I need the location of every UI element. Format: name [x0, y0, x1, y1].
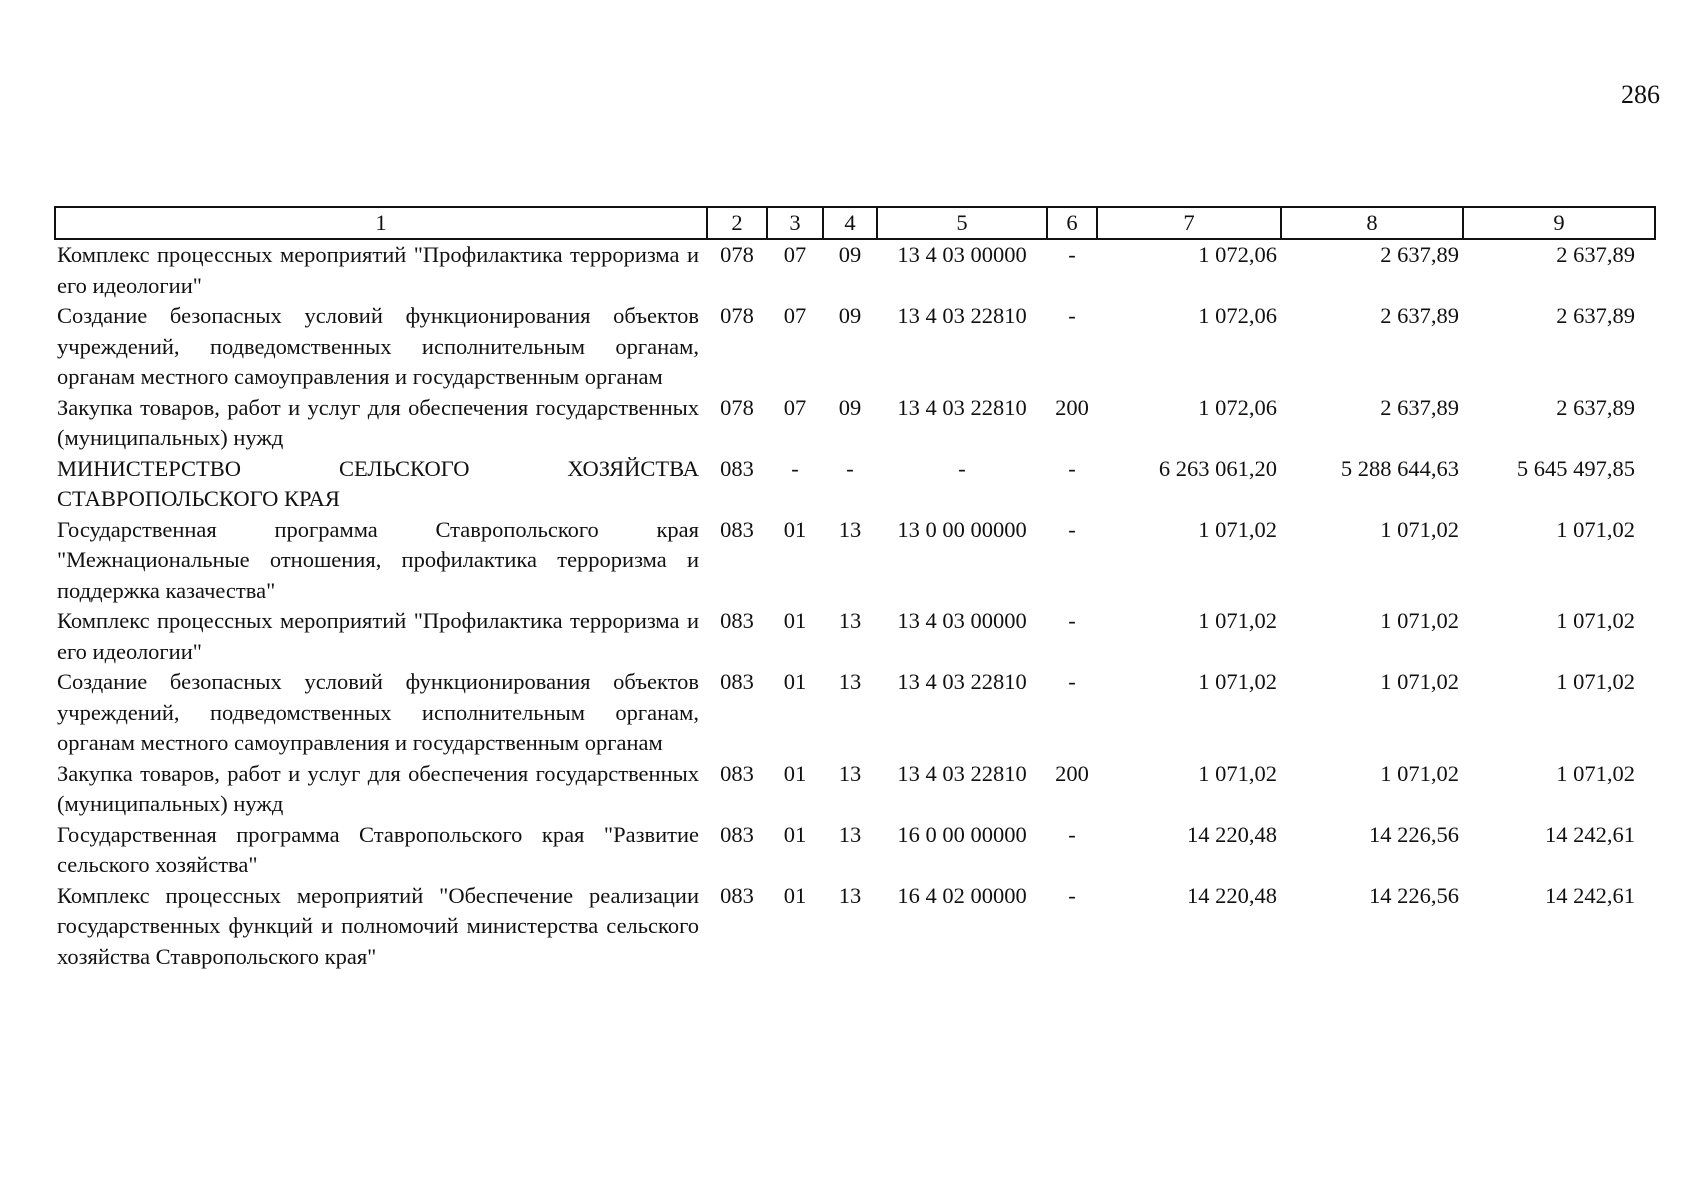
cell-col-5: 13 4 03 22810: [897, 394, 1027, 420]
cell-col-6: -: [1068, 821, 1076, 847]
table-row: [55, 454, 1655, 515]
cell-col-2: 083: [720, 669, 754, 694]
cell-col-4: 13: [838, 516, 862, 542]
row-name: Создание безопасных условий функционирования объектов учреждений, подведомственных исполнительным органам, органам местного самоуправления и государственным органам: [57, 669, 699, 755]
table-body: [55, 239, 1655, 972]
cell-col-3: 01: [783, 821, 807, 847]
header-col-4: 4: [823, 207, 877, 239]
cell-col-2: 083: [720, 821, 754, 847]
cell-col-8: 2 637,89: [1380, 242, 1459, 267]
table-header: [55, 207, 1655, 239]
cell-col-9: 1 071,02: [1556, 516, 1635, 542]
cell-col-5: 13 4 03 22810: [897, 303, 1027, 328]
cell-col-8: 2 637,89: [1380, 394, 1459, 420]
cell-col-4: 13: [838, 882, 862, 908]
table-row: [55, 667, 1655, 759]
table-row: [55, 239, 1655, 301]
cell-col-7: 1 071,02: [1198, 516, 1277, 542]
row-name: Комплекс процессных мероприятий "Обеспечение реализации государственных функций и полномочий министерства сельского хозяйства Ставропольского края": [57, 882, 699, 969]
cell-col-2: 078: [720, 303, 754, 328]
table-row: [55, 301, 1655, 393]
table-row: [55, 881, 1655, 973]
cell-col-5: 16 4 02 00000: [897, 882, 1027, 908]
header-col-7: 7: [1097, 207, 1281, 239]
cell-col-9: 14 242,61: [1545, 821, 1635, 847]
cell-col-4: 09: [838, 303, 862, 328]
header-col-6: 6: [1047, 207, 1097, 239]
cell-col-9: 14 242,61: [1545, 882, 1635, 908]
row-name: Комплекс процессных мероприятий "Профилактика терроризма и его идеологии": [57, 608, 699, 664]
header-col-2: 2: [707, 207, 767, 239]
cell-col-7: 1 072,06: [1198, 394, 1277, 420]
cell-col-3: 01: [783, 516, 807, 542]
row-name: МИНИСТЕРСТВО СЕЛЬСКОГО ХОЗЯЙСТВА СТАВРОПОЛЬСКОГО КРАЯ: [57, 455, 699, 511]
header-col-8: 8: [1281, 207, 1463, 239]
row-name: Закупка товаров, работ и услуг для обеспечения государственных (муниципальных) нужд: [57, 760, 699, 816]
cell-col-4: -: [846, 455, 854, 481]
cell-col-7: 14 220,48: [1187, 882, 1277, 908]
cell-col-6: -: [1068, 242, 1076, 267]
cell-col-2: 078: [720, 242, 754, 267]
page-number: 286: [1621, 80, 1660, 109]
cell-col-2: 083: [720, 882, 754, 908]
row-name: Государственная программа Ставропольского края "Развитие сельского хозяйства": [57, 821, 699, 877]
cell-col-2: 083: [720, 760, 754, 786]
cell-col-3: 07: [783, 303, 807, 328]
table-row: [55, 393, 1655, 454]
row-name: Создание безопасных условий функционирования объектов учреждений, подведомственных исполнительным органам, органам местного самоуправления и государственным органам: [57, 303, 699, 389]
cell-col-8: 14 226,56: [1369, 882, 1459, 908]
cell-col-6: -: [1068, 455, 1076, 481]
cell-col-7: 1 072,06: [1198, 242, 1277, 267]
table-row: [55, 515, 1655, 607]
cell-col-4: 09: [838, 242, 862, 267]
cell-col-5: 16 0 00 00000: [897, 821, 1027, 847]
cell-col-9: 1 071,02: [1556, 608, 1635, 633]
table-row: [55, 759, 1655, 820]
row-name: Комплекс процессных мероприятий "Профилактика терроризма и его идеологии": [57, 242, 699, 298]
cell-col-6: -: [1068, 882, 1076, 908]
cell-col-4: 09: [838, 394, 862, 420]
cell-col-8: 1 071,02: [1380, 608, 1459, 633]
cell-col-3: 01: [783, 882, 807, 908]
cell-col-8: 14 226,56: [1369, 821, 1459, 847]
cell-col-4: 13: [838, 821, 862, 847]
cell-col-9: 1 071,02: [1556, 760, 1635, 786]
cell-col-5: 13 0 00 00000: [897, 516, 1027, 542]
cell-col-5: -: [958, 455, 966, 481]
cell-col-7: 1 071,02: [1198, 760, 1277, 786]
cell-col-3: 07: [783, 242, 807, 267]
cell-col-2: 083: [720, 516, 754, 542]
cell-col-6: 200: [1055, 394, 1089, 420]
header-col-5: 5: [877, 207, 1047, 239]
cell-col-5: 13 4 03 22810: [897, 760, 1027, 786]
cell-col-5: 13 4 03 22810: [897, 669, 1027, 694]
cell-col-7: 1 071,02: [1198, 608, 1277, 633]
header-col-9: 9: [1463, 207, 1655, 239]
table-row: [55, 820, 1655, 881]
header-col-3: 3: [767, 207, 823, 239]
cell-col-9: 2 637,89: [1556, 394, 1635, 420]
cell-col-6: 200: [1055, 760, 1089, 786]
cell-col-9: 1 071,02: [1556, 669, 1635, 694]
cell-col-6: -: [1068, 608, 1076, 633]
cell-col-7: 1 071,02: [1198, 669, 1277, 694]
cell-col-9: 5 645 497,85: [1516, 455, 1635, 481]
header-col-1: 1: [55, 207, 707, 239]
cell-col-5: 13 4 03 00000: [897, 242, 1027, 267]
cell-col-8: 5 288 644,63: [1340, 455, 1459, 481]
cell-col-2: 083: [720, 455, 754, 481]
cell-col-4: 13: [838, 669, 862, 694]
cell-col-3: 01: [783, 608, 807, 633]
row-name: Закупка товаров, работ и услуг для обеспечения государственных (муниципальных) нужд: [57, 394, 699, 450]
cell-col-8: 1 071,02: [1380, 760, 1459, 786]
cell-col-8: 1 071,02: [1380, 669, 1459, 694]
cell-col-9: 2 637,89: [1556, 303, 1635, 328]
cell-col-2: 083: [720, 608, 754, 633]
cell-col-6: -: [1068, 303, 1076, 328]
cell-col-3: 07: [783, 394, 807, 420]
cell-col-4: 13: [838, 608, 862, 633]
cell-col-5: 13 4 03 00000: [897, 608, 1027, 633]
cell-col-9: 2 637,89: [1556, 242, 1635, 267]
cell-col-8: 1 071,02: [1380, 516, 1459, 542]
cell-col-4: 13: [838, 760, 862, 786]
cell-col-3: -: [791, 455, 799, 481]
cell-col-3: 01: [783, 669, 807, 694]
cell-col-2: 078: [720, 394, 754, 420]
cell-col-7: 14 220,48: [1187, 821, 1277, 847]
cell-col-8: 2 637,89: [1380, 303, 1459, 328]
cell-col-6: -: [1068, 669, 1076, 694]
header-row: [55, 207, 1655, 239]
cell-col-7: 1 072,06: [1198, 303, 1277, 328]
budget-table: [54, 206, 1656, 972]
cell-col-3: 01: [783, 760, 807, 786]
cell-col-7: 6 263 061,20: [1158, 455, 1277, 481]
table-row: [55, 606, 1655, 667]
row-name: Государственная программа Ставропольского края "Межнациональные отношения, профилактика терроризма и поддержка казачества": [57, 516, 699, 603]
cell-col-6: -: [1068, 516, 1076, 542]
